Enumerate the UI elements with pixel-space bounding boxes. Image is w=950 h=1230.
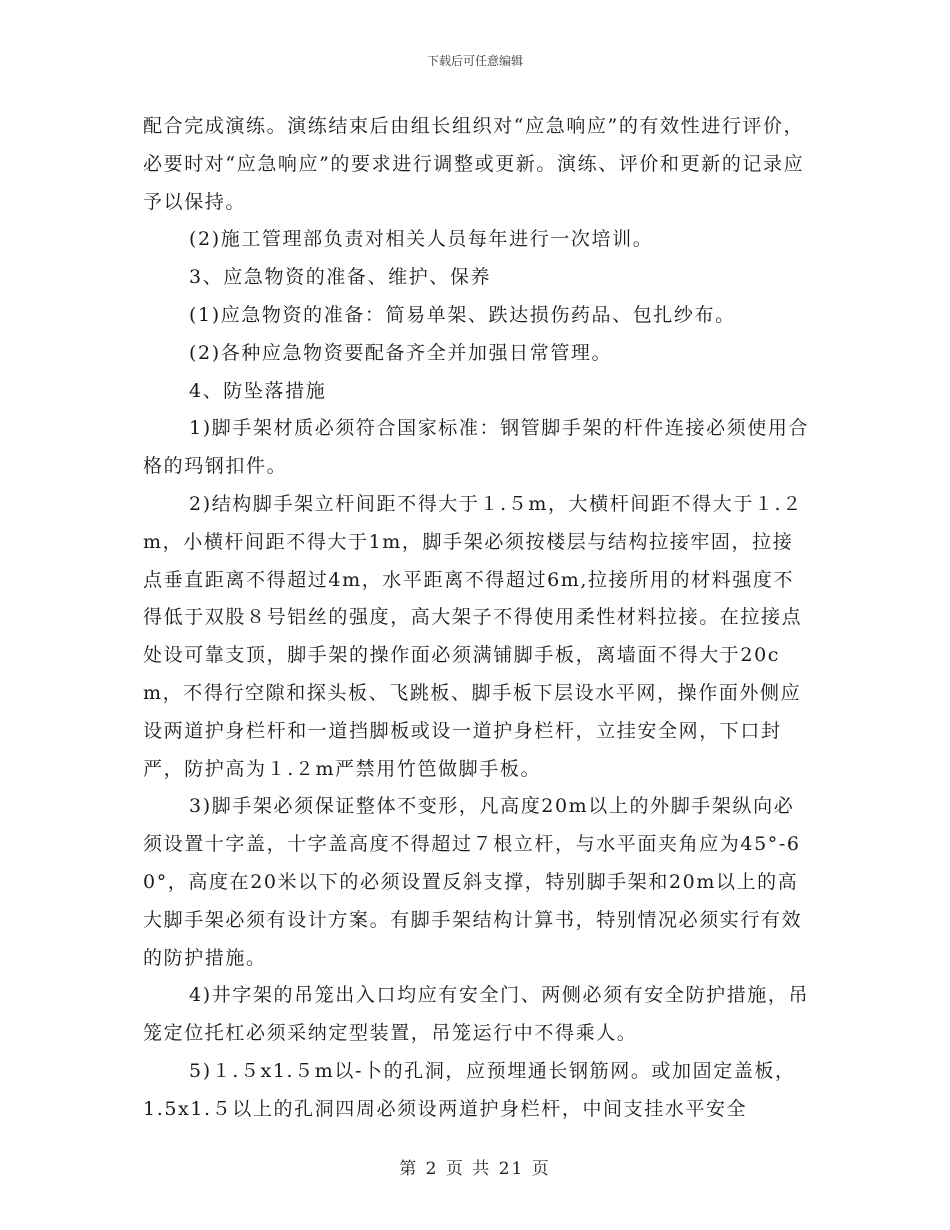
paragraph: (2)施工管理部负责对相关人员每年进行一次培训。 bbox=[189, 228, 654, 251]
paragraph: 配合完成演练。演练结束后由组长组织对“应急响应”的有效性进行评价，必要时对“应急响应”的要求进行调整或更新。演练、评价和更新的记录应予以保持。 bbox=[143, 115, 805, 213]
section-heading: 3、应急物资的准备、维护、保养 bbox=[189, 266, 492, 289]
paragraph: 3)脚手架必须保证整体不变形，凡高度20m以上的外脚手架纵向必须设置十字盖，十字盖高度不得超过７根立杆，与水平面夹角应为45°-60°，高度在20米以下的必须设置反斜支撑，特别脚手架和20m以上的高大脚手架必须有设计方案。有脚手架结构计算书，特别情况必须实行有效的防护措施。 bbox=[143, 795, 803, 969]
paragraph: (1)应急物资的准备：简易单架、跌达损伤药品、包扎纱布。 bbox=[189, 303, 736, 326]
page-header: 下载后可任意编辑 bbox=[426, 54, 523, 68]
paragraph: 4)井字架的吊笼出入口均应有安全门、两侧必须有安全防护措施，吊笼定位托杠必须采纳定型装置，吊笼运行中不得乘人。 bbox=[143, 984, 810, 1045]
paragraph: 5)１.５x1.５m以-卜的孔洞，应预埋通长钢筋网。或加固定盖板，1.5x1.５以上的孔洞四周必须设两道护身栏杆，中间支挂水平安全 bbox=[143, 1059, 796, 1120]
body-text bbox=[143, 108, 813, 1129]
page-footer: 第 2 页 共 21 页 bbox=[399, 1159, 551, 1179]
paragraph: 1)脚手架材质必须符合国家标准：钢管脚手架的杆件连接必须使用合格的玛钢扣件。 bbox=[143, 417, 810, 478]
paragraph: 2)结构脚手架立杆间距不得大于１.５m，大横杆间距不得大于１.２m，小横杆间距不得大于1m，脚手架必须按楼层与结构拉接牢固，拉接点垂直距离不得超过4m，水平距离不得超过6m,拉接所用的材料强度不得低于双股８号铝丝的强度，高大架子不得使用柔性材料拉接。在拉接点处设可靠支顶，脚手架的操作面必须满铺脚手板，离墙面不得大于20cm，不得行空隙和探头板、飞跳板、脚手板下层设水平网，操作面外侧应设两道护身栏杆和一道挡脚板或设一道护身栏杆，立挂安全网，下口封严，防护高为１.２m严禁用竹笆做脚手板。 bbox=[143, 492, 803, 780]
paragraph: (2)各种应急物资要配备齐全并加强日常管理。 bbox=[189, 341, 613, 364]
section-heading: 4、防坠落措施 bbox=[189, 379, 327, 402]
